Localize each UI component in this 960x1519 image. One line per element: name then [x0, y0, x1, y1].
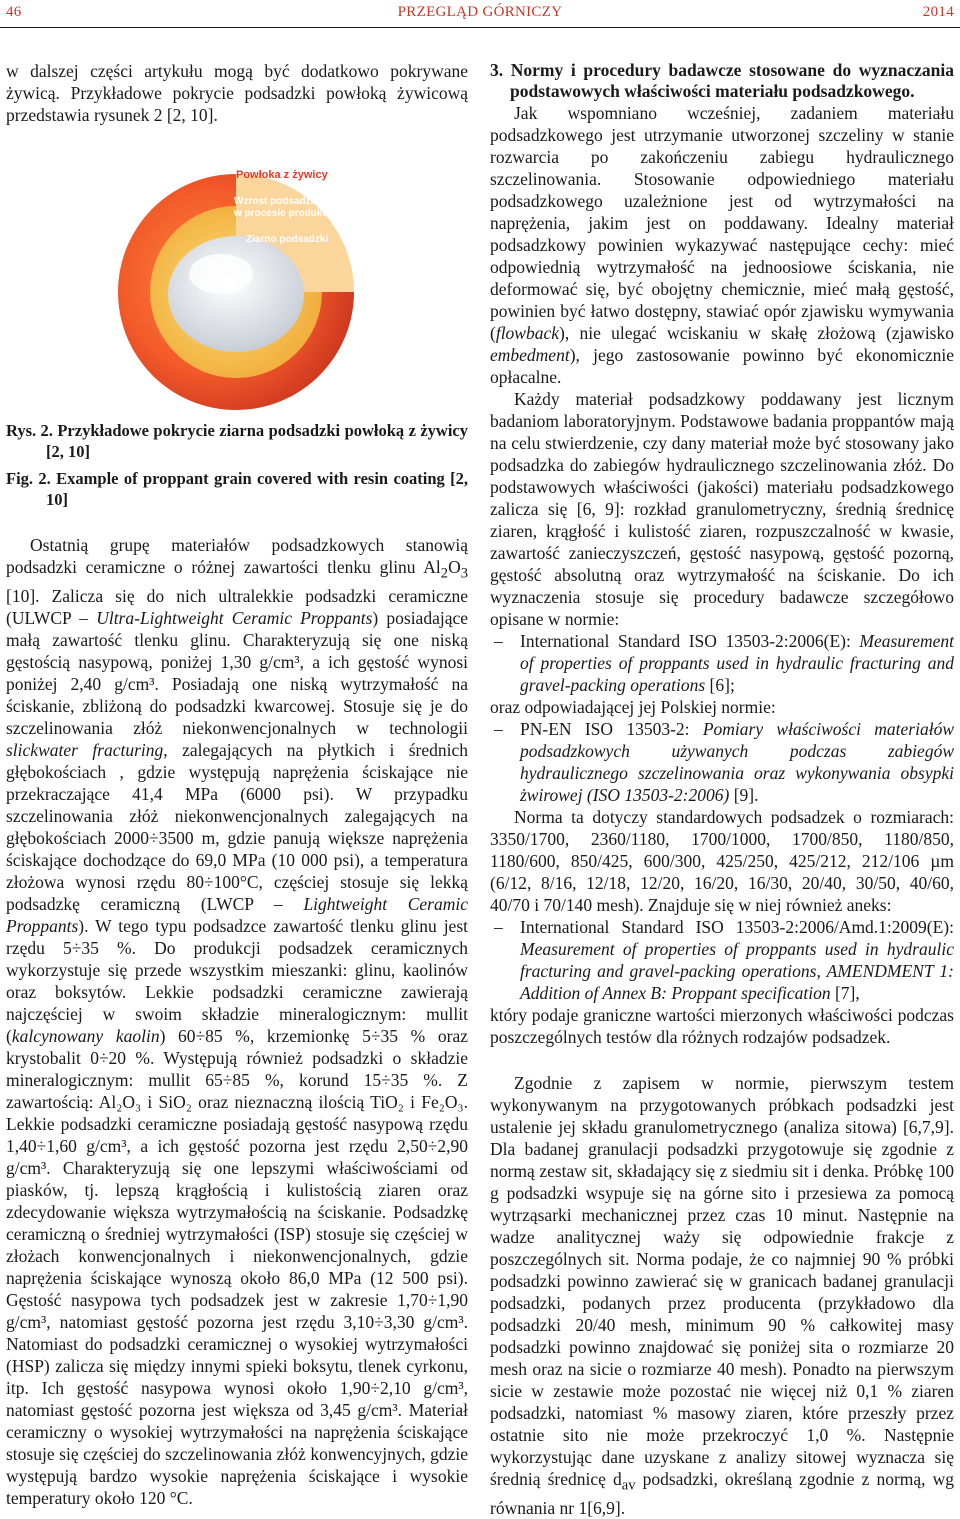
ceramic-proppants-paragraph: Ostatnią grupę materiałów podsadzkowych stanowią podsadzki ceramiczne o różnej zawartości tlenku glinu $Al_2O_3$ [10]. Zalicza się do nich ultralekkie podsadzki ceramiczne (ULWCP – Ultra-Lightweight Ceramic Proppants) posiadające małą zawartość tlenku glinu. Charakteryzują się one niską gęstością nasypową, poniżej 1,30 g/cm³, a ich gęstość wynosi poniżej 2,40 g/cm³. Posiadają one niską wytrzymałość na ściskanie, zbliżoną do podsadzki kwarcowej. Stosuje się je do szczelinowania złóż niekonwencjonalnych w technologii slickwater fracturing, zalegających na płytkich i średnich głębokościach , gdzie występują naprężenia ściskające nie przekraczające 41,4 MPa (6000 psi). W przypadku szczelinowania złóż niekonwencjonalnych zalegających na głębokościach 2000÷3500 m, gdzie panują większe naprężenia ściskające dochodzące do 69,0 MPa (10 000 psi), a temperatura złożowa wynosi rzędu 80÷100°C, częściej stosuje się lekką podsadzkę ceramiczną (LWCP – Lightweight Ceramic Proppants). W tego typu podsadzce zawartość tlenku glinu jest rzędu 5÷35 %. Do produkcji podsadzek ceramicznych wykorzystuje się przede wszystkim mieszanki: glinu, kaolinów oraz boksytów. Lekkie podsadzki ceramiczne zawierają najczęściej w swoim składzie mineralogicznym: mullit (kalcynowany kaolin) 60÷85 %, krzemionkę 5÷35 % oraz krystobalit 0÷20 %. Występują również podsadzki o składzie mineralogicznym: mullit 65÷85 %, korund 15÷35 %. Z zawartością: Al₂O₃ i SiO₂ oraz nieznaczną ilością TiO₂ i Fe₂O₃. Lekkie podsadzki ceramiczne posiadają gęstość nasypową rzędu 1,40÷1,60 g/cm³, a ich gęstość pozorna jest rzędu 2,50÷2,90 g/cm³. Charakteryzują się one lepszymi właściwościami od piasków, tj. lepszą krągłością i kulistością ziaren oraz zdecydowanie większa wytrzymałością na ściskanie. Podsadzkę ceramiczną o średniej wytrzymałości (ISP) stosuje się częściej w złożach konwencjonalnych i niekonwencjonalnych, gdzie naprężenia ściskające wynoszą około 86,0 MPa (12 500 psi). Gęstość nasypowa tych podsadzek jest w zakresie 1,70÷1,90 g/cm³, natomiast gęstość pozorna jest rzędu 3,10÷3,30 g/cm³. Natomiast do podsadzki ceramicznej o wysokiej wytrzymałości (HSP) zalicza się między innymi spieki boksytu, tlenek cyrkonu, itp. Ich gęstość nasypowa wynosi około 1,90÷2,10 g/cm³, natomiast gęstość pozorna jest większa od 3,45 g/cm³. Materiał ceramiczny o wysokiej wytrzymałości na naprężenia ściskające stosuje się częściej do szczelinowania złóż konwencyjnych, gdzie występują bardzo wysokie naprężenia ściskające i wysokie temperatury około 120 °C.	[6, 535, 469, 1508]
page-number: 46	[6, 4, 22, 20]
standard-amendment: – International Standard ISO 13503-2:2006/Amd.1:2009(E): Measurement of properties of proppants used in hydraulic fracturing and gravel-packing operations, AMENDMENT 1: Addition of Annex B: Proppant specification [7],	[494, 917, 954, 1003]
standard-iso-13503-2: – International Standard ISO 13503-2:2006(E): Measurement of properties of proppants used in hydraulic fracturing and gravel-packing operations [6];	[494, 631, 954, 695]
amendment-description: który podaje graniczne wartości mierzonych właściwości podczas poszczególnych testów dla różnych rodzajów podsadzek.	[490, 1005, 954, 1047]
section-3-title: 3. Normy i procedury badawcze stosowane do wyznaczania podstawowych właściwości materiału podsadzkowego.	[490, 60, 954, 101]
sieve-analysis-paragraph: Zgodnie z zapisem w normie, pierwszym testem wykonywanym na przygotowanych próbkach podsadzki jest ustalenie jej składu granulometrycznego (analiza sitowa) [6,7,9]. Dla badanej granulacji podsadzki przygotowuje się zgodnie z normą zestaw sit, składający się z siedmiu sit i denka. Próbkę 100 g podsadzki wsypuje się na górne sito i przesiewa za pomocą wytrząsarki mechanicznej przez czas 10 minut. Następnie na wadze analitycznej waży się odpowiednie frakcje z poszczególnych sit. Norma podaje, że co najmniej 90 % próbki podsadzki powinno zawierać się w granicach badanej granulacji podsadzki, podanych przez producenta (przykładowo dla podsadzki 20/40 mesh, minimum 90 % całkowitej masy podsadzki powinno znajdować się poniżej sita o rozmiarze 20 mesh oraz na sicie o rozmiarze 40 mesh). Ponadto na pierwszym sicie w zestawie może pozostać nie więcej niż 0,1 % ziaren podsadzki, natomiast % masowy ziaren, które przeszły przez ostatnie sito nie może przekroczyć 1,0 %. Następnie wykorzystując dane uzyskane z analizy sitowej wyznacza się średnią średnicę $d_{av}$ podsadzki, określaną zgodnie z normą, wg równania nr 1[6,9].	[490, 1073, 954, 1518]
polish-standard-intro: oraz odpowiadającej jej Polskiej normie:	[490, 697, 776, 717]
header-rule	[0, 27, 960, 28]
proppant-requirements-paragraph: Jak wspomniano wcześniej, zadaniem materiału podsadzkowego jest utrzymanie utworzonej szczeliny w stanie rozwarcia po zakończeniu zabiegu hydraulicznego szczelinowania. Stosowanie odpowiedniego materiału podsadzkowego uzależnione jest od wytrzymałości na naprężenia, jakim jest on poddawany. Idealny materiał podsadzkowy powinien wykazywać następujące cechy: mieć odpowiednią wytrzymałość na jednoosiowe ściskania, nie deformować się, być obojętny chemicznie, mieć małą gęstość, powinien być łatwo dostępny, stawiać opór zjawisku wymywania (flowback), nie ulegać wciskaniu w skałę złożową (zjawisko embedment), jego zastosowanie powinno być ekonomicznie opłacalne.	[490, 103, 954, 387]
proppant-grain-illustration	[86, 144, 386, 412]
figure-2	[6, 144, 468, 414]
journal-title: PRZEGLĄD GÓRNICZY	[397, 4, 563, 20]
standard-sizes-paragraph: Norma ta dotyczy standardowych podsadzek o rozmiarach: 3350/1700, 2360/1180, 1700/1000, 1700/850, 1180/850, 1180/600, 850/425, 600/300, 425/250, 425/212, 212/106 µm (6/12, 8/16, 12/18, 12/20, 16/20, 16/30, 20/40, 30/50, 40/60, 40/70 i 70/140 mesh). Znajduje się w niej również aneks:	[490, 807, 954, 915]
label-growth-1: Wzrost podsadzki	[234, 196, 320, 207]
left-column	[6, 60, 468, 1509]
figure-caption-en: Fig. 2. Example of proppant grain covered with resin coating [2, 10]	[6, 469, 468, 509]
right-column	[490, 60, 954, 1519]
label-growth-2: w procesie produkcji	[234, 208, 334, 219]
label-grain: Ziarno podsadzki	[246, 234, 329, 245]
page-header	[0, 0, 960, 28]
label-coating: Powłoka z żywicy	[236, 169, 328, 181]
laboratory-tests-paragraph: Każdy materiał podsadzkowy poddawany jest licznym badaniom laboratoryjnym. Podstawowe badania proppantów mają na celu stwierdzenie, czy dany materiał może być stosowany jako podsadzka do zabiegów hydraulicznego szczelinowania złóż. Do podstawowych właściwości (jakości) materiału podsadzkowego zalicza się [6, 9]: rozkład granulometryczny, średnią średnicę ziaren, krągłość i kulistość ziaren, rozpuszczalność w kwasie, zawartość zanieczyszczeń, gęstość nasypową, gęstość pozorną, gęstość absolutną oraz wytrzymałość na ściskanie. Do ich wyznaczenia stosuje się procedury badawcze szczegółowo opisane w normie:	[490, 389, 954, 629]
intro-paragraph: w dalszej części artykułu mogą być dodatkowo pokrywane żywicą. Przykładowe pokrycie podsadzki powłoką żywicową przedstawia rysunek 2 [2, 10].	[6, 61, 468, 125]
core-grain-shape	[168, 236, 304, 352]
standard-pn-en-iso: – PN-EN ISO 13503-2: Pomiary właściwości materiałów podsadzkowych używanych podczas zabiegów hydraulicznego szczelinowania oraz wykonywania obsypki żwirowej (ISO 13503-2:2006) [9].	[494, 719, 955, 805]
issue-year: 2014	[922, 4, 954, 20]
figure-caption-pl: Rys. 2. Przykładowe pokrycie ziarna podsadzki powłoką z żywicy [2, 10]	[6, 421, 468, 461]
